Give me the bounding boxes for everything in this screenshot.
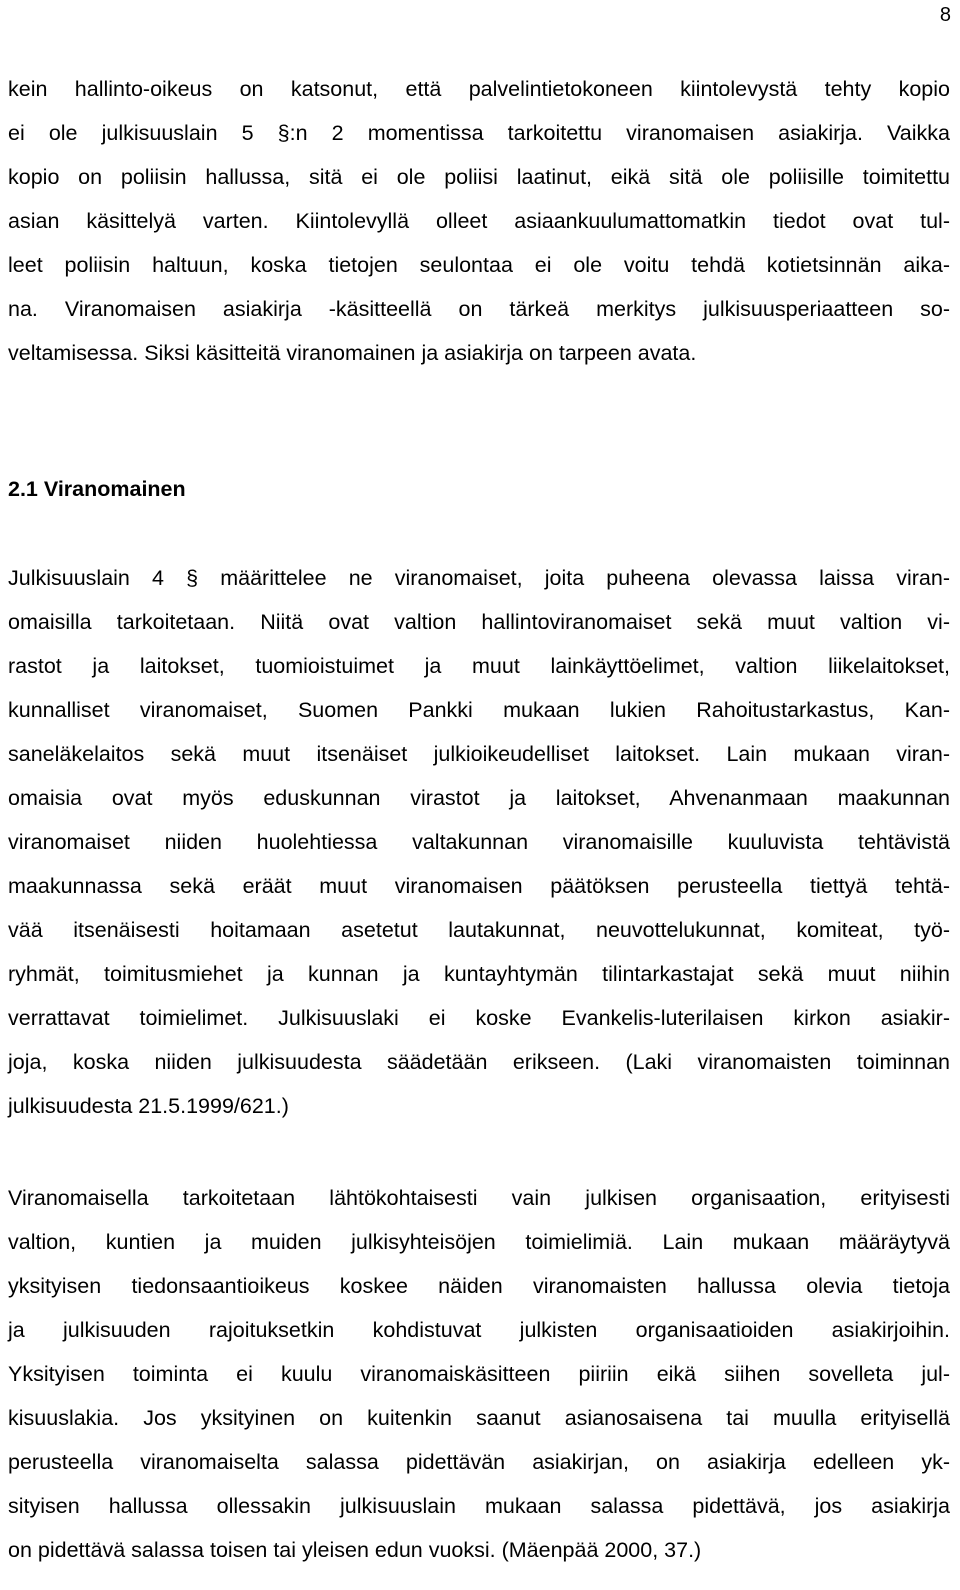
paragraph-line: omaisilla tarkoitetaan. Niitä ovat valtion hallintoviranomaiset sekä muut valtion vi-: [8, 610, 950, 634]
paragraph-line: ryhmät, toimitusmiehet ja kunnan ja kuntayhtymän tilintarkastajat sekä muut niihin: [8, 962, 950, 986]
paragraph-line: leet poliisin haltuun, koska tietojen seulontaa ei ole voitu tehdä kotietsinnän aika-: [8, 253, 950, 277]
paragraph-line: verrattavat toimielimet. Julkisuuslaki ei koske Evankelis-luterilaisen kirkon asiakir-: [8, 1006, 950, 1030]
paragraph-line: sityisen hallussa ollessakin julkisuuslain mukaan salassa pidettävä, jos asiakirja: [8, 1494, 950, 1518]
paragraph-line: na. Viranomaisen asiakirja -käsitteellä on tärkeä merkitys julkisuusperiaatteen so-: [8, 297, 950, 321]
paragraph-line: kopio on poliisin hallussa, sitä ei ole poliisi laatinut, eikä sitä ole poliisille toimitettu: [8, 165, 950, 189]
paragraph-line: ja julkisuuden rajoituksetkin kohdistuvat julkisten organisaatioiden asiakirjoihin.: [8, 1318, 950, 1342]
paragraph-line: maakunnassa sekä eräät muut viranomaisen päätöksen perusteella tiettyä tehtä-: [8, 874, 950, 898]
section-heading: 2.1 Viranomainen: [8, 477, 186, 501]
paragraph-line: Julkisuuslain 4 § määrittelee ne viranomaiset, joita puheena olevassa laissa viran-: [8, 566, 950, 590]
paragraph-line: ei ole julkisuuslain 5 §:n 2 momentissa tarkoitettu viranomaisen asiakirja. Vaikka: [8, 121, 950, 145]
paragraph-line: kunnalliset viranomaiset, Suomen Pankki mukaan lukien Rahoitustarkastus, Kan-: [8, 698, 950, 722]
paragraph-line: Viranomaisella tarkoitetaan lähtökohtaisesti vain julkisen organisaation, erityisesti: [8, 1186, 950, 1210]
paragraph-line: omaisia ovat myös eduskunnan virastot ja laitokset, Ahvenanmaan maakunnan: [8, 786, 950, 810]
paragraph-line: kisuuslakia. Jos yksityinen on kuitenkin saanut asianosaisena tai muulla erityisellä: [8, 1406, 950, 1430]
paragraph-line: yksityisen tiedonsaantioikeus koskee näiden viranomaisten hallussa olevia tietoja: [8, 1274, 950, 1298]
paragraph-line: Yksityisen toiminta ei kuulu viranomaiskäsitteen piiriin eikä siihen sovelleta jul-: [8, 1362, 950, 1386]
paragraph-line: joja, koska niiden julkisuudesta säädetään erikseen. (Laki viranomaisten toiminnan: [8, 1050, 950, 1074]
paragraph-line: rastot ja laitokset, tuomioistuimet ja muut lainkäyttöelimet, valtion liikelaitokset,: [8, 654, 950, 678]
paragraph-line: valtion, kuntien ja muiden julkisyhteisöjen toimielimiä. Lain mukaan määräytyvä: [8, 1230, 950, 1254]
paragraph-line: julkisuudesta 21.5.1999/621.): [8, 1094, 289, 1118]
paragraph-line: saneläkelaitos sekä muut itsenäiset julkioikeudelliset laitokset. Lain mukaan viran-: [8, 742, 950, 766]
paragraph-line: perusteella viranomaiselta salassa pidettävän asiakirjan, on asiakirja edelleen yk-: [8, 1450, 950, 1474]
paragraph-line: veltamisessa. Siksi käsitteitä viranomainen ja asiakirja on tarpeen avata.: [8, 341, 697, 365]
paragraph-line: on pidettävä salassa toisen tai yleisen edun vuoksi. (Mäenpää 2000, 37.): [8, 1538, 702, 1562]
paragraph-line: asian käsittelyä varten. Kiintolevyllä olleet asiaankuulumattomatkin tiedot ovat tul-: [8, 209, 950, 233]
paragraph-line: vää itsenäisesti hoitamaan asetetut lautakunnat, neuvottelukunnat, komiteat, työ-: [8, 918, 950, 942]
page-number: 8: [939, 4, 951, 26]
paragraph-line: viranomaiset niiden huolehtiessa valtakunnan viranomaisille kuuluvista tehtävistä: [8, 830, 950, 854]
paragraph-line: kein hallinto-oikeus on katsonut, että palvelintietokoneen kiintolevystä tehty kopio: [8, 77, 950, 101]
